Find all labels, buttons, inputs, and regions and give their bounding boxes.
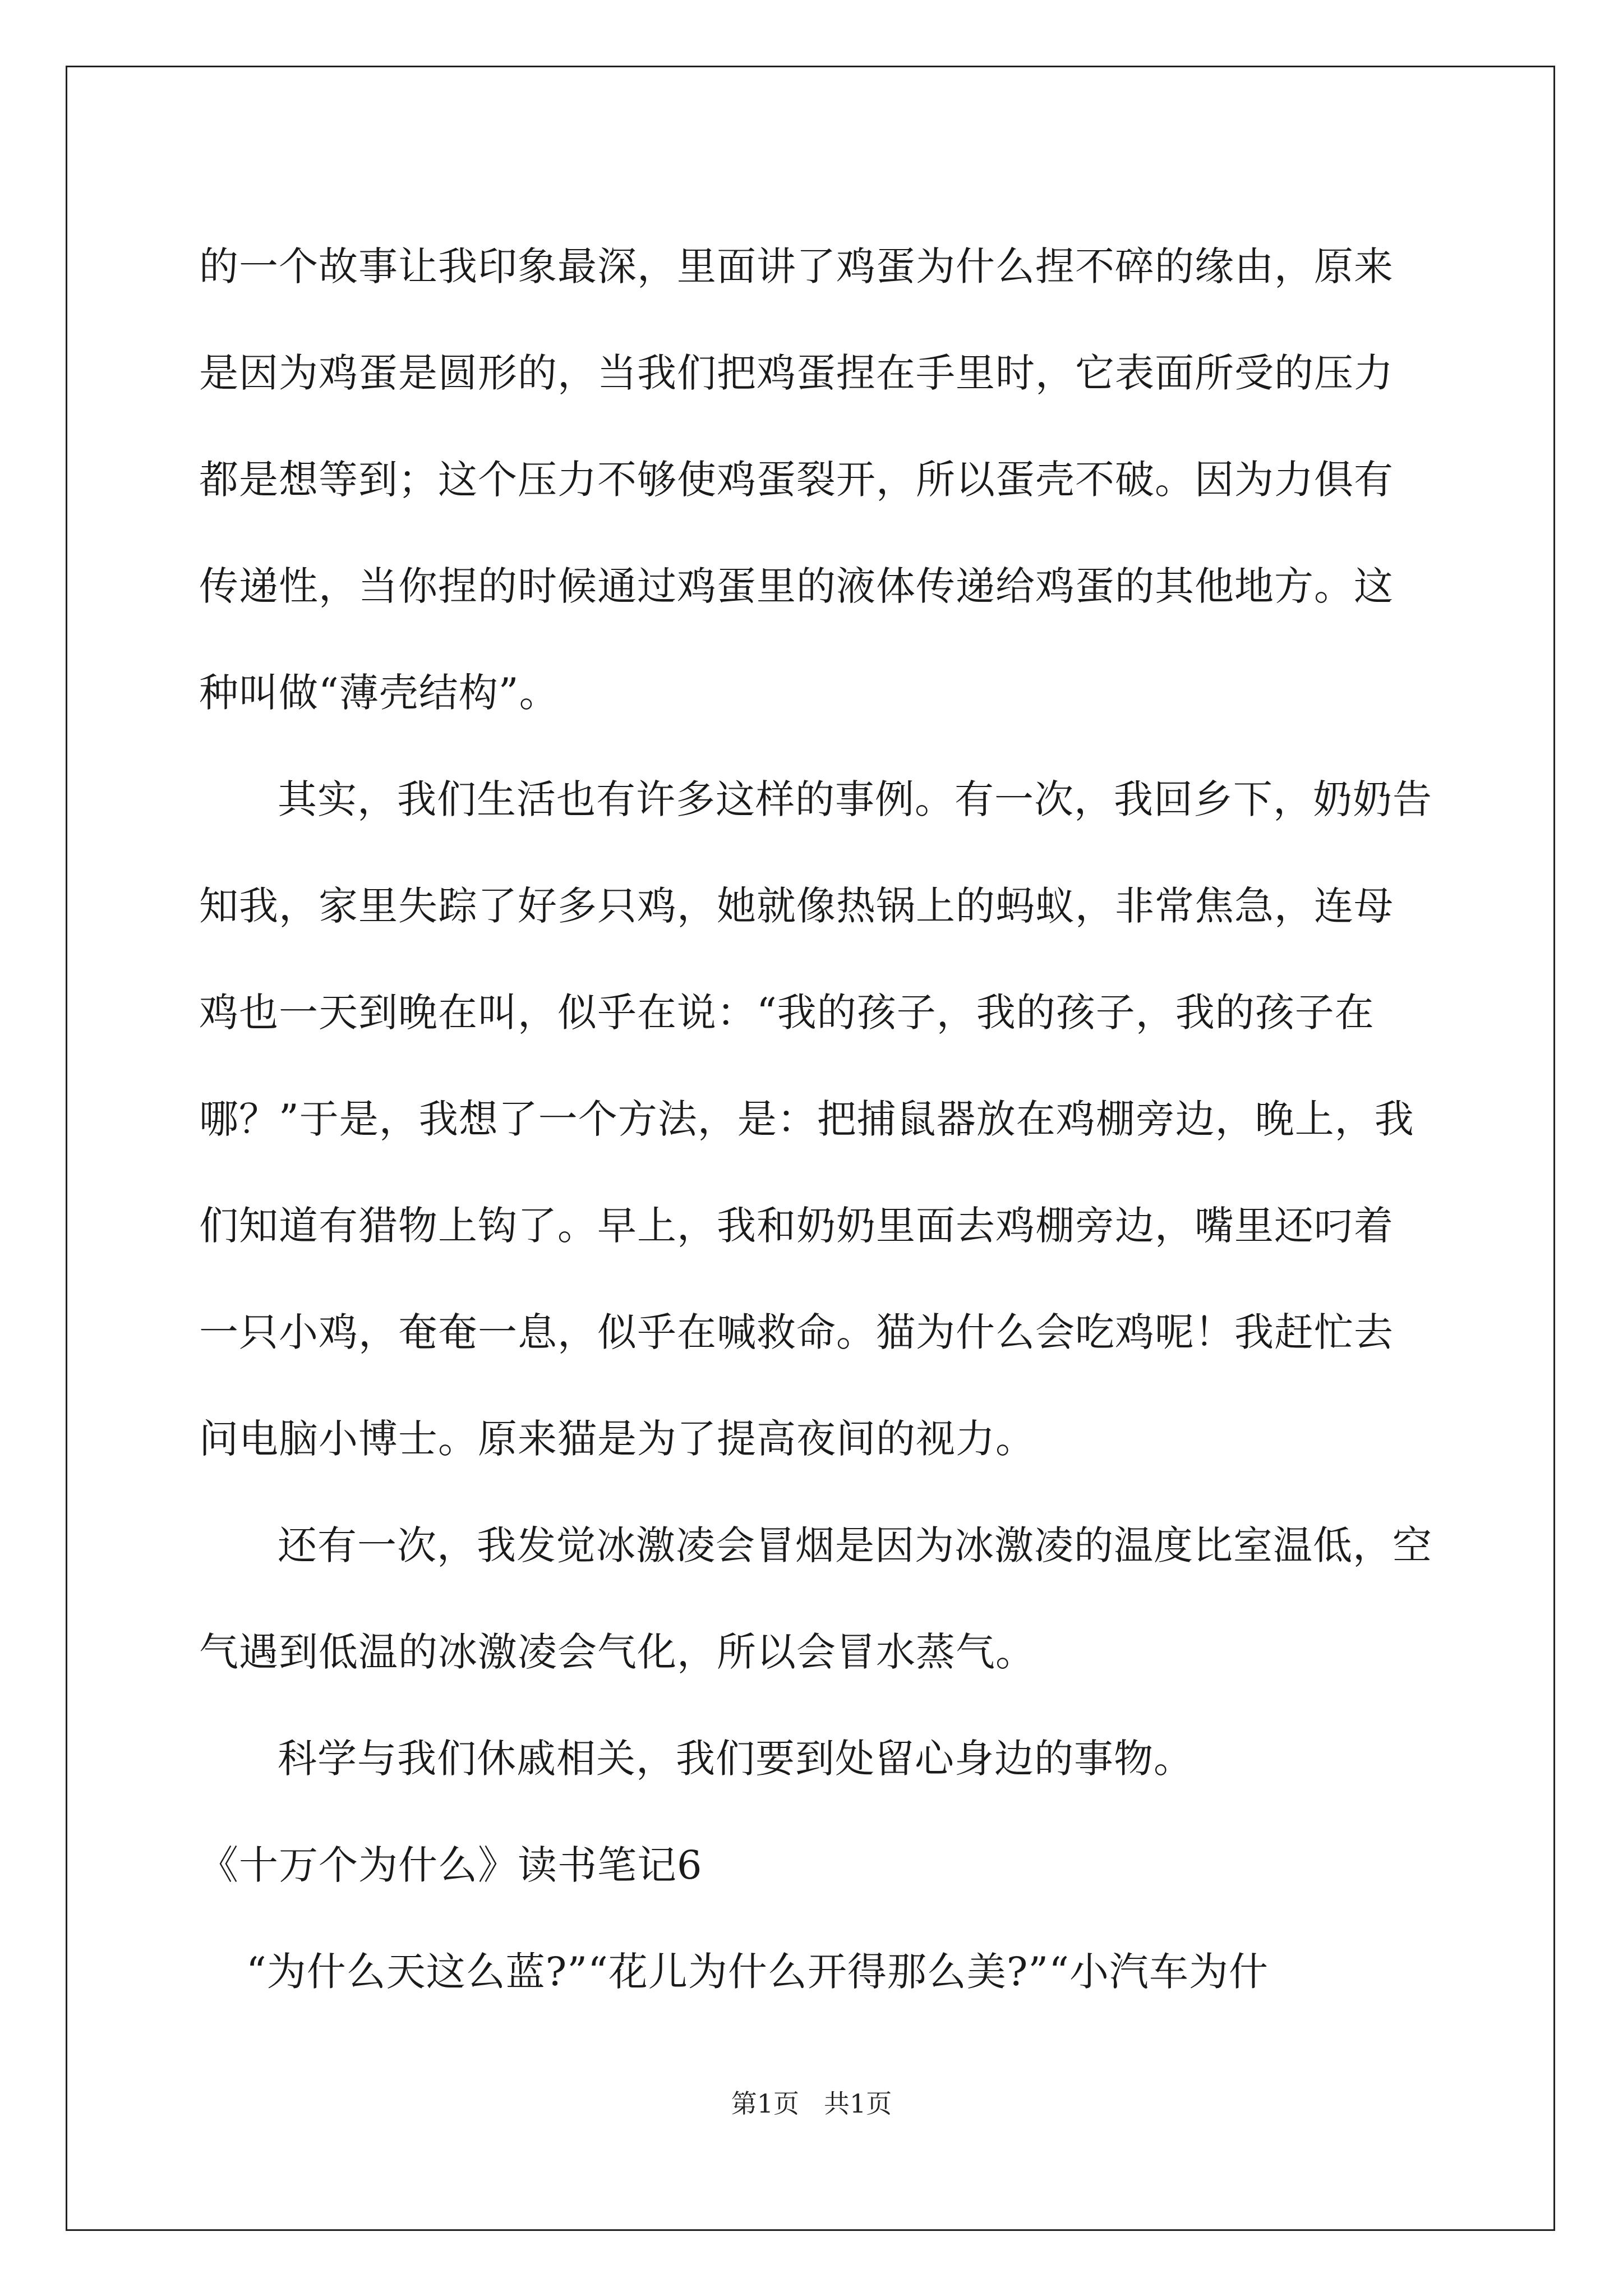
page-total: 共1页	[823, 2088, 892, 2119]
paragraph-3: 还有一次，我发觉冰激凌会冒烟是因为冰激凌的温度比室温低，空气遇到低温的冰激凌会气化，所以会冒水蒸气。	[199, 1522, 1432, 1675]
paragraph-1: 的一个故事让我印象最深，里面讲了鸡蛋为什么捏不碎的缘由，原来是因为鸡蛋是圆形的，当我们把鸡蛋捏在手里时，它表面所受的压力都是想等到；这个压力不够使鸡蛋裂开，所以蛋壳不破。因为力俱有传递性，当你捏的时候通过鸡蛋里的液体传递给鸡蛋的其他地方。这种叫做“薄壳结构”。	[199, 243, 1394, 716]
page-number: 第1页	[731, 2088, 800, 2119]
paragraph-6: “为什么天这么蓝?”“花儿为什么开得那么美?”“小汽车为什	[246, 1949, 1269, 1995]
page-footer	[0, 2087, 1623, 2120]
document-body	[199, 213, 1433, 2025]
paragraph-2: 其实，我们生活也有许多这样的事例。有一次，我回乡下，奶奶告知我，家里失踪了好多只鸡，她就像热锅上的蚂蚁，非常焦急，连母鸡也一天到晚在叫，似乎在说：“我的孩子，我的孩子，我的孩子在哪？”于是，我想了一个方法，是：把捕鼠器放在鸡棚旁边，晚上，我们知道有猎物上钩了。早上，我和奶奶里面去鸡棚旁边，嘴里还叼着一只小鸡，奄奄一息，似乎在喊救命。猫为什么会吃鸡呢！我赶忙去问电脑小博士。原来猫是为了提高夜间的视力。	[199, 776, 1432, 1462]
section-heading: 《十万个为什么》读书笔记6	[199, 1842, 703, 1888]
paragraph-4: 科学与我们休戚相关，我们要到处留心身边的事物。	[278, 1736, 1193, 1782]
